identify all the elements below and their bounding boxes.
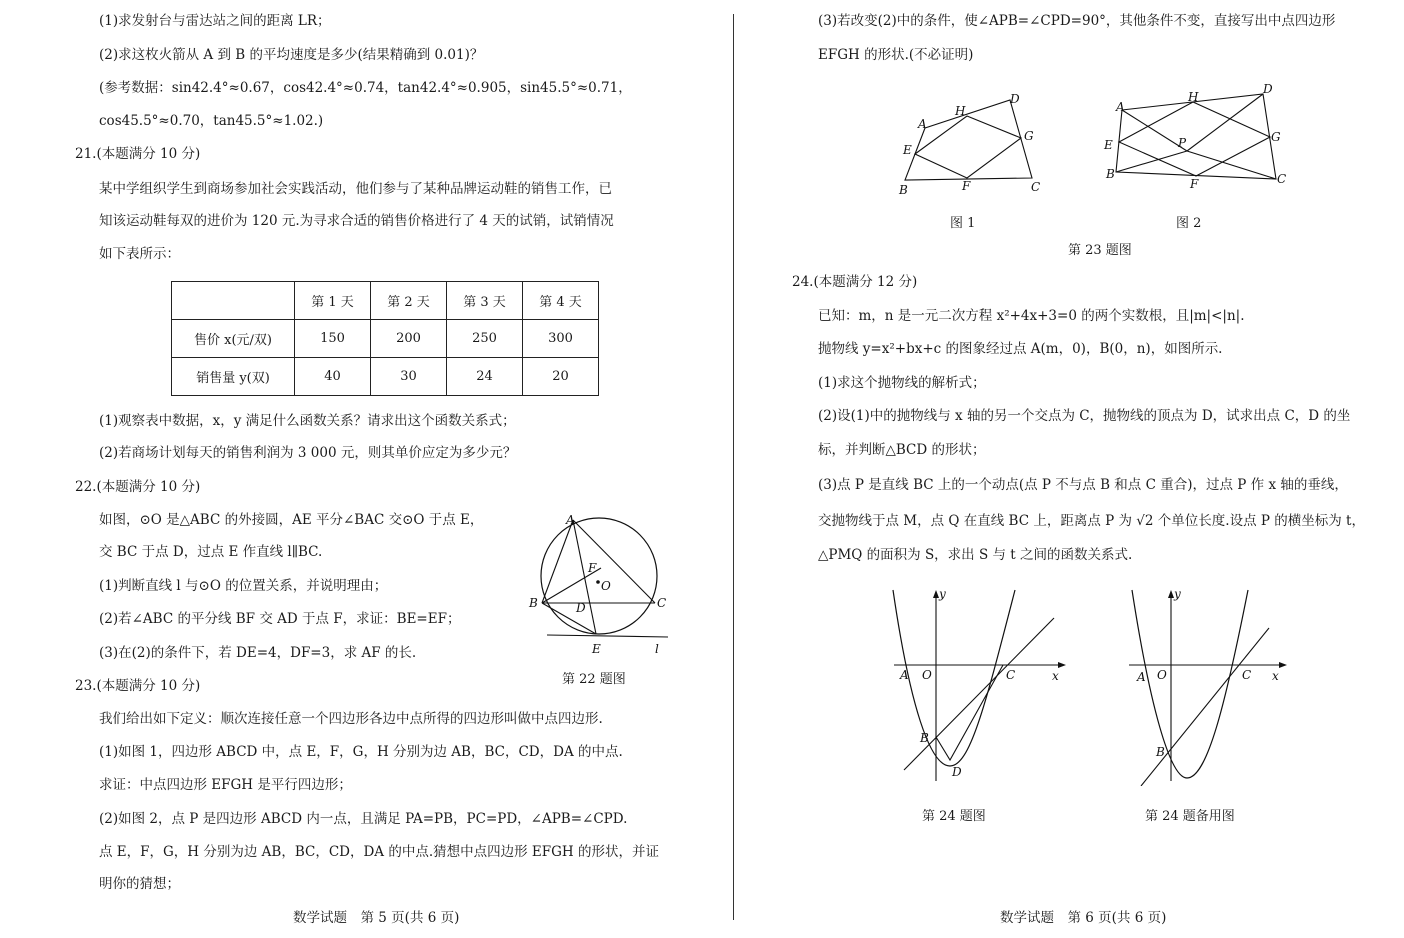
fig23-2-label-a: A (1116, 100, 1125, 114)
fig23-2-label-e: E (1104, 138, 1113, 152)
table-cell: 40 (295, 358, 371, 396)
fig23-1-label-f: F (962, 179, 971, 193)
fig22-label-b: B (529, 596, 538, 610)
q24-given-2: 抛物线 y=x²+bx+c 的图象经过点 A(m，0)，B(0，n)，如图所示. (818, 341, 1223, 357)
table-cell: 第 4 天 (523, 282, 599, 320)
q24-part3-3: △PMQ 的面积为 S，求出 S 与 t 之间的函数关系式. (818, 547, 1133, 563)
fig23-2-label-c: C (1277, 172, 1287, 186)
table-row (172, 320, 599, 358)
table-cell (172, 282, 295, 320)
fig23-1-label-g: G (1024, 129, 1034, 143)
q23-definition: 我们给出如下定义：顺次连接任意一个四边形各边中点所得的四边形叫做中点四边形. (99, 711, 603, 727)
figure-23-1-caption: 图 1 (950, 216, 976, 231)
fig24-label-c: C (1006, 668, 1016, 682)
figure-23-2-quadrilateral (1100, 80, 1290, 195)
q23-part1: (1)如图 1，四边形 ABCD 中，点 E，F，G，H 分别为边 AB，BC，CD，DA 的中点. (99, 744, 623, 760)
fig24b-label-o: O (1157, 668, 1167, 682)
figure-24-backup-parabola (1125, 586, 1295, 786)
figure-24-parabola (890, 586, 1070, 786)
table-cell: 300 (523, 320, 599, 358)
page-footer-5: 数学试题 第 5 页(共 6 页) (293, 910, 460, 926)
fig24-label-a: A (900, 668, 909, 682)
fig24-label-y: y (939, 587, 946, 601)
page-footer-6: 数学试题 第 6 页(共 6 页) (1000, 910, 1167, 926)
q21-heading: 21.(本题满分 10 分) (75, 146, 201, 162)
q23-part2-2: 点 E，F，G，H 分别为边 AB，BC，CD，DA 的中点.猜想中点四边形 EFGH 的形状，并证 (99, 844, 659, 860)
q21-text-3: 如下表所示： (99, 246, 180, 262)
q24-part3-1: (3)点 P 是直线 BC 上的一个动点(点 P 不与点 B 和点 C 重合)，过点 P 作 x 轴的垂线， (818, 477, 1348, 493)
fig23-2-label-d: D (1263, 82, 1273, 96)
figure-24-backup-caption: 第 24 题备用图 (1145, 809, 1235, 824)
table-cell: 250 (447, 320, 523, 358)
q23-part3-1: (3)若改变(2)中的条件，使∠APB=∠CPD=90°，其他条件不变，直接写出中点四边形 (818, 13, 1336, 29)
page-divider (733, 14, 734, 920)
q20-part1: (1)求发射台与雷达站之间的距离 LR； (99, 13, 331, 29)
q22-part3: (3)在(2)的条件下，若 DE=4，DF=3，求 AF 的长. (99, 645, 417, 661)
figure-22-circle-diagram (525, 508, 675, 663)
q22-text-2: 交 BC 于点 D，过点 E 作直线 l∥BC. (99, 544, 323, 560)
figure-22-caption: 第 22 题图 (562, 672, 626, 687)
right-page (740, 0, 1404, 938)
fig23-1-label-c: C (1031, 180, 1041, 194)
q23-part1-prove: 求证：中点四边形 EFGH 是平行四边形； (99, 777, 352, 793)
q20-ref-data-2: cos45.5°≈0.70，tan45.5°≈1.02.) (99, 113, 324, 129)
q24-part2-1: (2)设(1)中的抛物线与 x 轴的另一个交点为 C，抛物线的顶点为 D，试求出点 C，D 的坐 (818, 408, 1351, 424)
q20-part2: (2)求这枚火箭从 A 到 B 的平均速度是多少(结果精确到 0.01)？ (99, 47, 484, 63)
q23-part3-2: EFGH 的形状.(不必证明) (818, 47, 974, 63)
fig24-label-x: x (1052, 669, 1059, 683)
figure-23-2-caption: 图 2 (1176, 216, 1202, 231)
fig24b-label-y: y (1174, 587, 1181, 601)
q24-heading: 24.(本题满分 12 分) (792, 274, 918, 290)
fig23-1-label-d: D (1010, 92, 1020, 106)
fig24-label-d: D (952, 765, 962, 779)
fig22-label-c: C (657, 596, 667, 610)
q22-part1: (1)判断直线 l 与⊙O 的位置关系，并说明理由； (99, 578, 388, 594)
q22-text-1: 如图，⊙O 是△ABC 的外接圆，AE 平分∠BAC 交⊙O 于点 E， (99, 512, 484, 528)
table-cell: 售价 x(元/双) (172, 320, 295, 358)
fig23-2-label-b: B (1106, 167, 1115, 181)
table-cell: 第 3 天 (447, 282, 523, 320)
q24-part1: (1)求这个抛物线的解析式； (818, 375, 986, 391)
table-cell: 24 (447, 358, 523, 396)
fig24b-label-c: C (1242, 668, 1252, 682)
fig23-2-label-h: H (1188, 90, 1199, 104)
q21-text-2: 知该运动鞋每双的进价为 120 元.为寻求合适的销售价格进行了 4 天的试销，试销情况 (99, 213, 614, 229)
figure-24-caption: 第 24 题图 (922, 809, 986, 824)
fig23-1-label-e: E (903, 143, 912, 157)
table-cell: 销售量 y(双) (172, 358, 295, 396)
fig22-label-a: A (566, 513, 575, 527)
fig22-label-o: O (601, 579, 611, 593)
table-cell: 200 (371, 320, 447, 358)
q24-part3-2: 交抛物线于点 M，点 Q 在直线 BC 上，距离点 P 为 √2 个单位长度.设点 P 的横坐标为 t， (818, 513, 1365, 529)
fig24b-label-b: B (1156, 745, 1165, 759)
fig23-1-label-h: H (955, 104, 966, 118)
table-cell: 20 (523, 358, 599, 396)
fig24b-label-a: A (1137, 670, 1146, 684)
q24-given-1: 已知：m，n 是一元二次方程 x²+4x+3=0 的两个实数根，且|m|<|n|. (818, 308, 1245, 324)
fig23-1-label-a: A (918, 117, 927, 131)
table-cell: 第 1 天 (295, 282, 371, 320)
fig22-label-e: E (592, 642, 601, 656)
fig24b-label-x: x (1272, 669, 1279, 683)
figure-23-caption: 第 23 题图 (1068, 243, 1132, 258)
q23-part2-3: 明你的猜想； (99, 876, 180, 892)
fig22-label-f: F (588, 561, 597, 575)
table-cell: 30 (371, 358, 447, 396)
q23-heading: 23.(本题满分 10 分) (75, 678, 201, 694)
sales-table (171, 281, 599, 396)
fig22-label-d: D (576, 601, 586, 615)
fig23-1-label-b: B (899, 183, 908, 197)
table-row (172, 282, 599, 320)
left-page (0, 0, 700, 938)
q21-part2: (2)若商场计划每天的销售利润为 3 000 元，则其单价应定为多少元？ (99, 445, 517, 461)
q23-part2-1: (2)如图 2，点 P 是四边形 ABCD 内一点，且满足 PA=PB，PC=PD，∠APB=∠CPD. (99, 811, 628, 827)
fig23-2-label-g: G (1271, 130, 1281, 144)
q21-part1: (1)观察表中数据，x，y 满足什么函数关系？请求出这个函数关系式； (99, 413, 516, 429)
table-cell: 150 (295, 320, 371, 358)
table-row (172, 358, 599, 396)
q21-text-1: 某中学组织学生到商场参加社会实践活动，他们参与了某种品牌运动鞋的销售工作，已 (99, 181, 612, 197)
q24-part2-2: 标，并判断△BCD 的形状； (818, 442, 986, 458)
fig24-label-o: O (922, 668, 932, 682)
fig22-label-l: l (655, 642, 659, 656)
q22-heading: 22.(本题满分 10 分) (75, 479, 201, 495)
q22-part2: (2)若∠ABC 的平分线 BF 交 AD 于点 F，求证：BE=EF； (99, 611, 461, 627)
fig24-label-b: B (920, 731, 929, 745)
fig23-2-label-p: P (1178, 136, 1187, 150)
q20-ref-data-1: (参考数据：sin42.4°≈0.67，cos42.4°≈0.74，tan42.4°≈0.905，sin45.5°≈0.71， (99, 80, 632, 96)
fig23-2-label-f: F (1190, 177, 1199, 191)
table-cell: 第 2 天 (371, 282, 447, 320)
figure-23-1-quadrilateral (895, 88, 1045, 200)
